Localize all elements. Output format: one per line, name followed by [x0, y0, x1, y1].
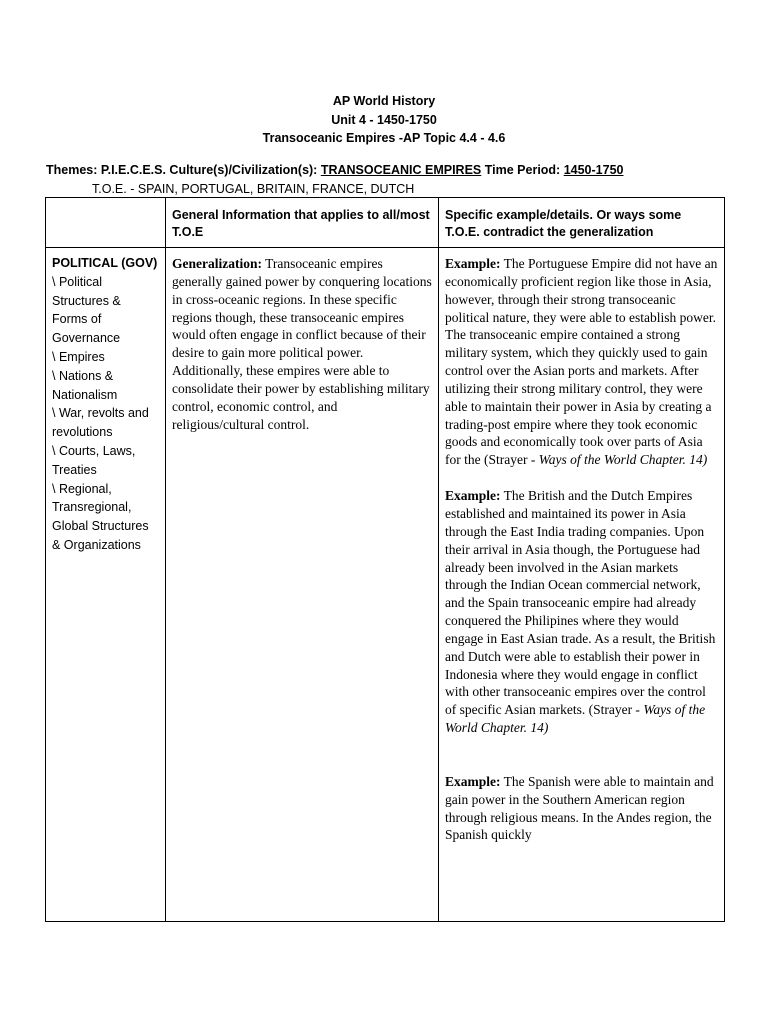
- category-item: \ Political Structures & Forms of Governance: [52, 274, 121, 346]
- category-item: \ Regional, Transregional, Global Structures & Organizations: [52, 481, 149, 552]
- example-paragraph: [445, 255, 718, 469]
- unit-title: Unit 4 - 1450-1750: [331, 112, 437, 127]
- example-paragraph: [445, 773, 718, 844]
- example-label: Example:: [445, 256, 501, 271]
- category-cell: [46, 248, 166, 922]
- category-item: \ Nations & Nationalism: [52, 368, 118, 402]
- specific-example-header: Specific example/details. Or ways some T.O.E. contradict the generalization: [439, 198, 725, 248]
- document-header: [0, 92, 768, 148]
- topic-title: Transoceanic Empires -AP Topic 4.4 - 4.6: [262, 131, 506, 145]
- generalization-label: Generalization:: [172, 256, 262, 271]
- time-period-label: Time Period:: [481, 163, 564, 177]
- category-title: POLITICAL (GOV): [52, 256, 158, 270]
- category-item: \ Courts, Laws, Treaties: [52, 443, 136, 477]
- notes-table: [45, 197, 725, 922]
- themes-label: Themes: P.I.E.C.E.S. Culture(s)/Civilization(s):: [46, 163, 321, 177]
- course-title: AP World History: [332, 94, 436, 108]
- example-text: The British and the Dutch Empires established and maintained its power in Asia through the East India trading companies. Upon their arrival in Asia though, the Portuguese had already been involved in the Asian markets through the Indian Ocean commercial network, and the Spain transoceanic empire had already conquered the Philipines where they would engage in East Asian trade. As a result, the British and Dutch were able to establish their power in Indonesia where they would engage in conflict with other transoceanic empires over the control of specific Asian markets. (Strayer -: [445, 488, 716, 718]
- example-citation: Ways of the World Chapter. 14): [538, 452, 708, 468]
- generalization-text: Transoceanic empires generally gained power by conquering locations in cross-oceanic regions. In these specific regions though, these transoceanic empires would often engage in conflict because of their desire to gain more political power. Additionally, these empires were able to consolidate their power by establishing military control, economic control, and religious/cultural control.: [172, 256, 432, 432]
- examples-cell: [439, 248, 725, 922]
- example-text: The Spanish were able to maintain and gain power in the Southern American region through religious means. In the Andes region, the Spanish quickly: [445, 773, 714, 843]
- empty-header-cell: [46, 198, 166, 248]
- category-item: \ Empires: [52, 349, 105, 364]
- example-paragraph: [445, 487, 718, 737]
- civilization-value: TRANSOCEANIC EMPIRES: [320, 163, 482, 177]
- time-period-value: 1450-1750: [563, 163, 624, 177]
- general-info-header: General Information that applies to all/most T.O.E: [166, 198, 439, 248]
- example-label: Example:: [445, 773, 501, 789]
- example-citation: Ways of the World Chapter. 14): [445, 702, 706, 736]
- category-item: \ War, revolts and revolutions: [52, 406, 149, 440]
- example-label: Example:: [445, 488, 501, 504]
- example-text: The Portuguese Empire did not have an economically proficient region like those in Asia, however, through their strong transoceanic political nature, they were able to establish power. The transoceanic empire contained a strong military system, which they quickly used to gain control over the Asian ports and markets. After utilizing their strong military control, they were able to maintain their power in Asia by creating a trading-post empire where they took economic goods and economically took over parts of Asia for the (Strayer -: [445, 256, 718, 468]
- themes-line: [46, 161, 623, 179]
- toe-list: T.O.E. - SPAIN, PORTUGAL, BRITAIN, FRANCE, DUTCH: [92, 182, 415, 196]
- table-row: [46, 248, 725, 922]
- generalization-cell: [166, 248, 439, 922]
- table-header-row: [46, 198, 725, 248]
